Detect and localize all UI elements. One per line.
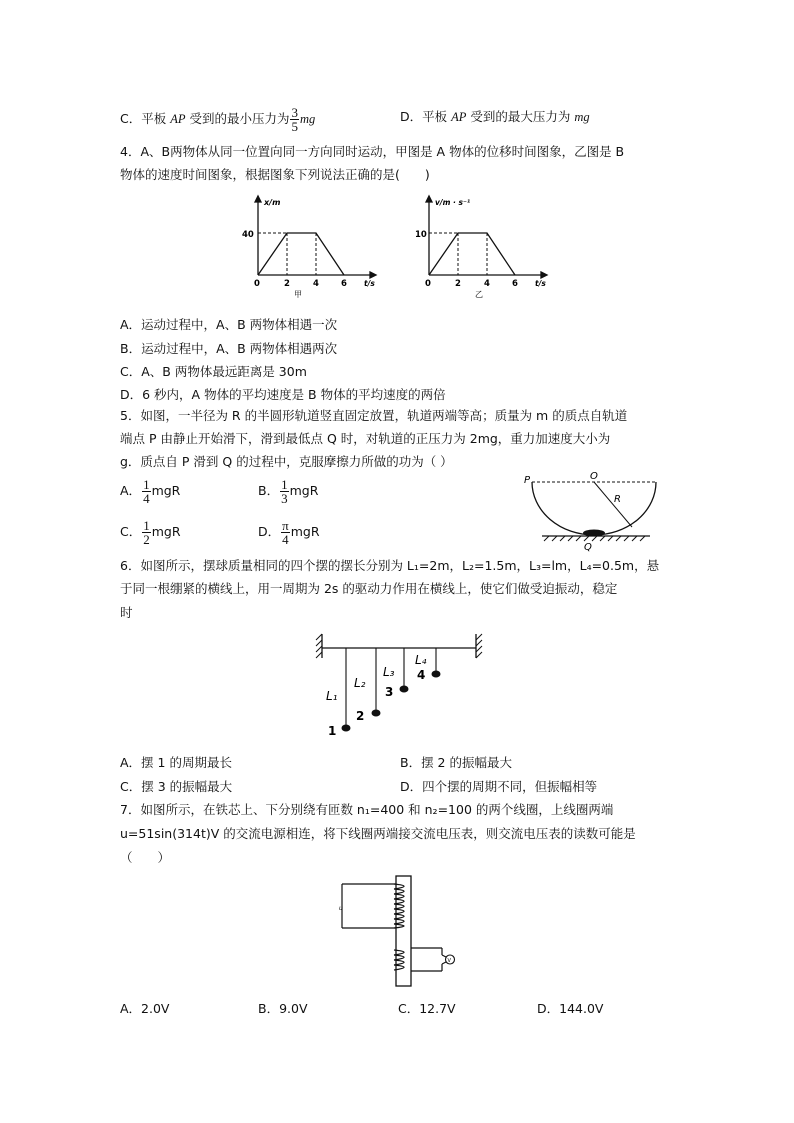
q3-fraction-den: 5 (291, 119, 298, 134)
q5-option-d (258, 517, 320, 547)
q6-label-4: 4 (417, 668, 426, 682)
q5-option-d-fraction (281, 519, 290, 546)
q4-option-d: D．6 秒内，A 物体的平均速度是 B 物体的平均速度的两倍 (120, 387, 446, 402)
q4-graph-a (240, 195, 400, 300)
q4-graph-a-ylabel: x/m (264, 198, 281, 207)
q7-option-c: C．12.7V (398, 1001, 456, 1016)
q5-option-a-label: A． (120, 483, 142, 498)
q5-option-a-den: 4 (143, 491, 150, 506)
q4-graph-b-origin: 0 (425, 279, 431, 289)
q5-option-b-label: B． (258, 483, 280, 498)
q6-pendulum-figure (308, 632, 488, 742)
q7-label-u: u (339, 905, 343, 912)
q3-option-d-prefix: D．平板 (400, 109, 452, 124)
q5-option-d-tail: mgR (290, 524, 320, 539)
q4-option-c: C．A、B 两物体最远距离是 30m (120, 364, 307, 379)
q7-voltmeter-label: V (447, 958, 451, 964)
q6-stem-line2: 于同一根绷紧的横线上，用一周期为 2s 的驱动力作用在横线上，使它们做受迫振动，稳定 (120, 581, 618, 596)
q4-graph-b-ylabel: v/m · s⁻¹ (435, 198, 471, 207)
q5-option-a (120, 476, 180, 506)
q7-option-d: D．144.0V (537, 1001, 604, 1016)
q3-option-d (400, 108, 590, 126)
q3-option-c (120, 106, 315, 133)
q4-option-a: A．运动过程中，A、B 两物体相遇一次 (120, 317, 338, 332)
q7-stem-line1: 7．如图所示，在铁芯上、下分别绕有匝数 n₁=400 和 n₂=100 的两个线圈，上线圈两端 (120, 802, 614, 817)
q6-label-l4: L₄ (415, 653, 427, 667)
q3-fraction (290, 106, 299, 133)
q5-option-c-fraction (142, 519, 151, 546)
q4-graph-a-xlabel: t/s (364, 279, 375, 288)
q3-option-d-mg: mg (574, 110, 590, 124)
q5-option-c-tail: mgR (151, 524, 181, 539)
q4-graph-b-yvalue: 10 (415, 230, 427, 240)
q5-option-c-num: 1 (143, 518, 150, 533)
q5-label-p: P (524, 475, 531, 486)
q5-option-b-tail: mgR (289, 483, 319, 498)
q3-option-c-ap: AP (170, 112, 186, 126)
q4-graph-a-tick-6: 6 (341, 279, 347, 289)
q4-graph-a-yvalue: 40 (242, 230, 254, 240)
q5-label-q: Q (584, 542, 592, 553)
q6-stem-line3: 时 (120, 605, 133, 620)
q4-stem-line1: 4．A、B两物体从同一位置向同一方向同时运动，甲图是 A 物体的位移时间图象，乙图是 B (120, 144, 625, 159)
q4-graph-b-tick-6: 6 (512, 279, 518, 289)
q3-option-c-text: 受到的最小压力为 (185, 111, 290, 126)
q4-graph-a-tick-4: 4 (313, 279, 319, 289)
q5-option-a-fraction (142, 478, 151, 505)
q6-option-b: B．摆 2 的振幅最大 (400, 755, 512, 770)
q3-option-d-ap: AP (451, 110, 467, 124)
q7-stem-line2: u=51sin(314t)V 的交流电源相连，将下线圈两端接交流电压表，则交流电压表的读数可能是 (120, 826, 636, 841)
q3-option-c-mg: mg (299, 112, 316, 126)
q7-option-b: B．9.0V (258, 1001, 308, 1016)
q4-graph-a-caption: 甲 (294, 290, 302, 299)
q4-graph-b-tick-4: 4 (484, 279, 490, 289)
q6-label-l3: L₃ (383, 665, 395, 679)
q3-fraction-num: 3 (291, 105, 298, 120)
q4-option-b: B．运动过程中，A、B 两物体相遇两次 (120, 341, 338, 356)
q6-label-3: 3 (385, 685, 394, 699)
q3-option-d-text: 受到的最大压力为 (466, 109, 575, 124)
q5-option-b-den: 3 (281, 491, 288, 506)
q5-option-d-den: 4 (282, 532, 289, 547)
q6-label-1: 1 (328, 724, 337, 738)
q5-option-a-num: 1 (143, 477, 150, 492)
q5-option-c (120, 517, 181, 547)
q3-option-c-prefix: C．平板 (120, 111, 171, 126)
q6-option-d: D．四个摆的周期不同，但振幅相等 (400, 779, 598, 794)
q5-label-o: O (590, 471, 598, 482)
q6-label-l2: L₂ (354, 676, 366, 690)
q4-graph-b-caption: 乙 (475, 290, 483, 299)
q4-graph-b-xlabel: t/s (535, 279, 546, 288)
q5-option-c-den: 2 (143, 532, 150, 547)
q5-option-b-fraction (280, 478, 289, 505)
q4-graph-a-tick-2: 2 (284, 279, 290, 289)
q7-stem-line3: （ ） (120, 850, 171, 865)
q4-graph-a-origin: 0 (254, 279, 260, 289)
q7-transformer-figure (330, 870, 470, 990)
q6-option-c: C．摆 3 的振幅最大 (120, 779, 233, 794)
q5-stem-line3: g．质点自 P 滑到 Q 的过程中，克服摩擦力所做的功为（ ） (120, 454, 453, 469)
q5-stem-line1: 5．如图，一半径为 R 的半圆形轨道竖直固定放置，轨道两端等高；质量为 m 的质点自轨道 (120, 408, 628, 423)
q5-option-c-label: C． (120, 524, 142, 539)
q6-option-a: A．摆 1 的周期最长 (120, 755, 232, 770)
q4-graph-b-tick-2: 2 (455, 279, 461, 289)
q6-label-2: 2 (356, 709, 365, 723)
q5-option-d-label: D． (258, 524, 281, 539)
q5-option-d-num: π (282, 518, 289, 533)
q5-option-b (258, 476, 318, 506)
q5-stem-line2: 端点 P 由静止开始滑下，滑到最低点 Q 时，对轨道的正压力为 2mg，重力加速度大小为 (120, 431, 611, 446)
q5-track-figure (522, 470, 672, 552)
q6-stem-line1: 6．如图所示，摆球质量相同的四个摆的摆长分别为 L₁=2m，L₂=1.5m，L₃=lm，L₄=0.5m，悬 (120, 558, 660, 573)
q6-label-l1: L₁ (326, 689, 338, 703)
q7-option-a: A．2.0V (120, 1001, 170, 1016)
q5-option-b-num: 1 (281, 477, 288, 492)
q4-graph-b (411, 195, 571, 300)
q5-option-a-tail: mgR (151, 483, 181, 498)
q5-label-r: R (614, 494, 621, 505)
q4-stem-line2: 物体的速度时间图象，根据图象下列说法正确的是( ) (120, 167, 430, 182)
